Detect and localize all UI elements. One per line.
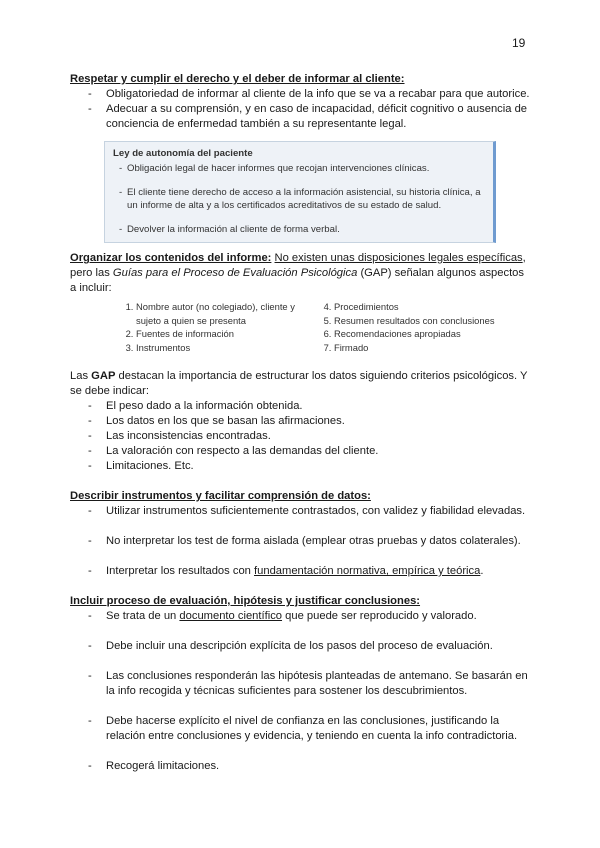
underlined-phrase: fundamentación normativa, empírica y teórica: [254, 565, 481, 577]
list-item: - Los datos en los que se basan las afirmaciones.: [106, 414, 530, 429]
informar-list: [70, 87, 530, 132]
text-span: Las: [70, 370, 89, 382]
punctuation: .: [480, 565, 484, 577]
guide-title: Guías para el Proceso de Evaluación Psicológica: [112, 267, 358, 279]
text-span: que puede ser reproducido y valorado.: [285, 610, 477, 622]
list-item: - Obligatoriedad de informar al cliente de la info que se va a recabar para que autorice.: [106, 87, 530, 102]
contents-column-2: [318, 300, 495, 354]
text-span: (GAP) señalan algunos aspectos a incluir:: [70, 267, 524, 294]
text-span: Interpretar los resultados con: [106, 565, 251, 577]
instrumentos-list: [70, 504, 530, 579]
list-item: - Limitaciones. Etc.: [106, 459, 530, 474]
report-contents-list: [120, 300, 530, 354]
list-item: - Debe hacerse explícito el nivel de confianza en las conclusiones, justificando la relación entre conclusiones y evidencia, y teniendo en cuenta la info contradictoria.: [106, 714, 530, 744]
contents-item: 4. Procedimientos: [334, 300, 495, 314]
list-item: [106, 564, 530, 579]
list-item: - Recogerá limitaciones.: [106, 759, 530, 774]
list-item: - Las conclusiones responderán las hipótesis planteadas de antemano. Se basarán en la info recogida y técnicas suficientes para sostener los descubrimientos.: [106, 669, 530, 699]
text-span: destacan la importancia de estructurar los datos siguiendo criterios psicológicos. Y se debe indicar:: [70, 370, 528, 397]
list-item: - Debe incluir una descripción explícita de los pasos del proceso de evaluación.: [106, 639, 530, 654]
contents-item: 2. Fuentes de información: [136, 327, 318, 341]
contents-item: 6. Recomendaciones apropiadas: [334, 327, 495, 341]
underlined-phrase: documento científico: [179, 610, 283, 622]
list-item: - Las inconsistencias encontradas.: [106, 429, 530, 444]
list-item: [106, 609, 530, 624]
section-heading-proceso: Incluir proceso de evaluación, hipótesis y justificar conclusiones:: [70, 595, 421, 607]
contents-column-1: [120, 300, 318, 354]
text-span: pero las: [70, 267, 110, 279]
contents-item: 5. Resumen resultados con conclusiones: [334, 314, 495, 328]
underlined-phrase: No existen unas disposiciones legales específicas: [274, 252, 523, 264]
callout-list: [113, 162, 485, 236]
section-heading-organizar: Organizar los contenidos del informe:: [70, 252, 272, 264]
gap-bold: GAP: [91, 370, 116, 382]
list-item: - Utilizar instrumentos suficientemente contrastados, con validez y fiabilidad elevadas.: [106, 504, 530, 519]
organizar-paragraph: [70, 251, 530, 296]
callout-item: - Obligación legal de hacer informes que recojan intervenciones clínicas.: [127, 162, 485, 175]
punctuation: ,: [522, 252, 526, 264]
list-item: - El peso dado a la información obtenida.: [106, 399, 530, 414]
page-number: 19: [512, 36, 526, 50]
callout-title: Ley de autonomía del paciente: [113, 148, 253, 159]
gap-list: [70, 399, 530, 474]
contents-item: 1. Nombre autor (no colegiado), cliente y sujeto a quien se presenta: [136, 300, 318, 327]
callout-item: - El cliente tiene derecho de acceso a la información asistencial, su historia clínica, a un informe de alta y a los certificados acreditativos de su estado de salud.: [127, 186, 485, 212]
list-item: - No interpretar los test de forma aislada (emplear otras pruebas y datos colaterales).: [106, 534, 530, 549]
contents-item: 7. Firmado: [334, 341, 495, 355]
section-heading-informar: Respetar y cumplir el derecho y el deber de informar al cliente:: [70, 73, 405, 85]
callout-item: - Devolver la información al cliente de forma verbal.: [127, 223, 485, 236]
document-body: [70, 72, 530, 789]
text-span: Se trata de un: [106, 610, 177, 622]
section-heading-instrumentos: Describir instrumentos y facilitar comprensión de datos:: [70, 490, 371, 502]
law-callout-box: [104, 141, 496, 243]
contents-item: 3. Instrumentos: [136, 341, 318, 355]
list-item: - La valoración con respecto a las demandas del cliente.: [106, 444, 530, 459]
proceso-list: [70, 609, 530, 774]
list-item: - Adecuar a su comprensión, y en caso de incapacidad, déficit cognitivo o ausencia de conciencia de enfermedad también a su representante legal.: [106, 102, 530, 132]
gap-paragraph: [70, 369, 530, 399]
